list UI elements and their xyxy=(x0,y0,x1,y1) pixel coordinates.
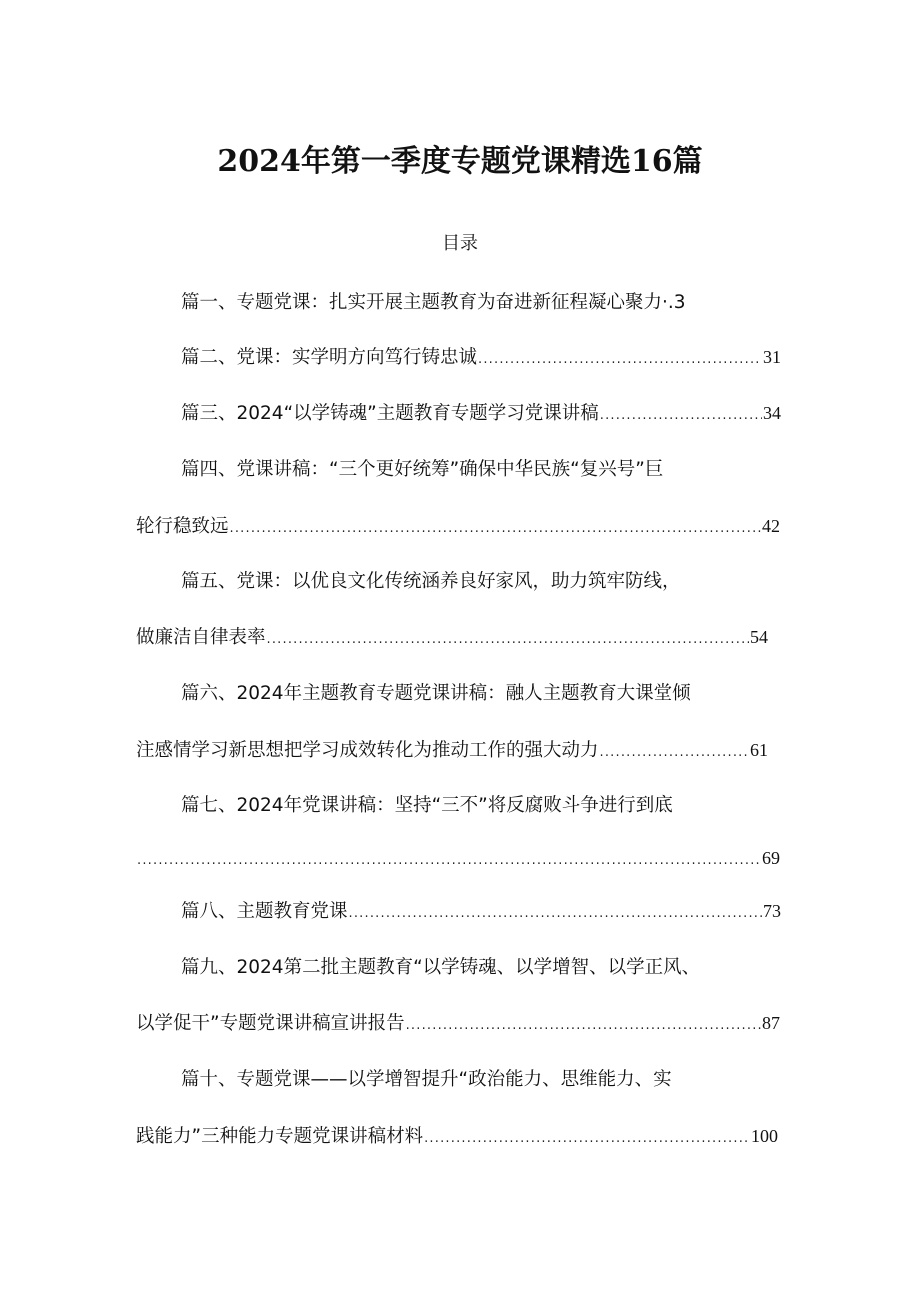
toc-entry-text: 注感情学习新思想把学习成效转化为推动工作的强大动力 xyxy=(136,740,599,761)
toc-leader-dots xyxy=(600,738,749,768)
toc-page-number: 54 xyxy=(750,627,768,647)
toc-entry-text: 篇六、2024年主题教育专题党课讲稿：融人主题教育大课堂倾 xyxy=(181,683,691,704)
toc-entry-4-line2[interactable] xyxy=(136,511,780,541)
toc-entry-text: 篇五、党课：以优良文化传统涵养良好家风，助力筑牢防线， xyxy=(181,571,681,592)
toc-entry-text: 篇一、专题党课：扎实开展主题教育为奋进新征程凝心聚力·.3 xyxy=(181,292,686,313)
toc-entry-text: 轮行稳致远 xyxy=(136,516,229,537)
toc-leader-dots xyxy=(478,345,762,375)
toc-entry-2[interactable] xyxy=(181,342,781,372)
toc-entry-5-line1[interactable] xyxy=(181,567,781,597)
document-title: 2024年第一季度专题党课精选16篇 xyxy=(217,144,703,179)
toc-entry-8[interactable] xyxy=(181,896,781,926)
toc-page-number: 42 xyxy=(762,516,780,536)
toc-leader-dots xyxy=(267,625,749,655)
toc-entry-5-line2[interactable] xyxy=(136,622,768,652)
toc-entry-text: 以学促干”专题党课讲稿宣讲报告 xyxy=(136,1013,405,1034)
toc-leader-dots xyxy=(600,401,762,431)
toc-entry-3[interactable] xyxy=(181,398,781,428)
toc-entry-9-line1[interactable] xyxy=(181,953,781,983)
toc-entry-text: 篇三、2024“以学铸魂”主题教育专题学习党课讲稿 xyxy=(181,403,599,424)
toc-page-number: 73 xyxy=(763,901,781,921)
toc-heading: 目录 xyxy=(442,233,478,254)
toc-entry-text: 篇九、2024第二批主题教育“以学铸魂、以学增智、以学正风、 xyxy=(181,957,701,978)
toc-leader-dots xyxy=(137,846,761,876)
toc-page-number: 34 xyxy=(763,403,781,423)
toc-leader-dots xyxy=(424,1124,750,1154)
toc-entry-text: 篇四、党课讲稿：“三个更好统筹”确保中华民族“复兴号”巨 xyxy=(181,459,664,480)
toc-entry-4-line1[interactable] xyxy=(181,455,781,485)
toc-entry-10-line2[interactable] xyxy=(136,1121,778,1151)
toc-page-number: 31 xyxy=(763,347,781,367)
toc-entry-9-line2[interactable] xyxy=(136,1008,780,1038)
toc-page-number: 100 xyxy=(751,1126,778,1146)
toc-entry-text: 篇十、专题党课——以学增智提升“政治能力、思维能力、实 xyxy=(181,1069,672,1090)
toc-entry-text: 篇七、2024年党课讲稿：坚持“三不”将反腐败斗争进行到底 xyxy=(181,795,673,816)
toc-leader-dots xyxy=(230,514,761,544)
toc-entry-6-line2[interactable] xyxy=(136,735,768,765)
toc-entry-7-line2[interactable] xyxy=(136,843,780,873)
toc-page-number: 87 xyxy=(762,1013,780,1033)
toc-leader-dots xyxy=(349,899,762,929)
toc-entry-text: 践能力”三种能力专题党课讲稿材料 xyxy=(136,1126,424,1147)
toc-page-number: 61 xyxy=(750,740,768,760)
toc-entry-10-line1[interactable] xyxy=(181,1065,781,1095)
toc-entry-text: 篇二、党课：实学明方向笃行铸忠诚 xyxy=(181,347,478,368)
toc-entry-text: 篇八、主题教育党课 xyxy=(181,901,348,922)
toc-entry-6-line1[interactable] xyxy=(181,679,781,709)
toc-page-number: 69 xyxy=(762,848,780,868)
toc-entry-text: 做廉洁自律表率 xyxy=(136,627,266,648)
toc-entry-7-line1[interactable] xyxy=(181,791,781,821)
toc-entry-1[interactable] xyxy=(181,288,781,318)
toc-leader-dots xyxy=(406,1011,761,1041)
